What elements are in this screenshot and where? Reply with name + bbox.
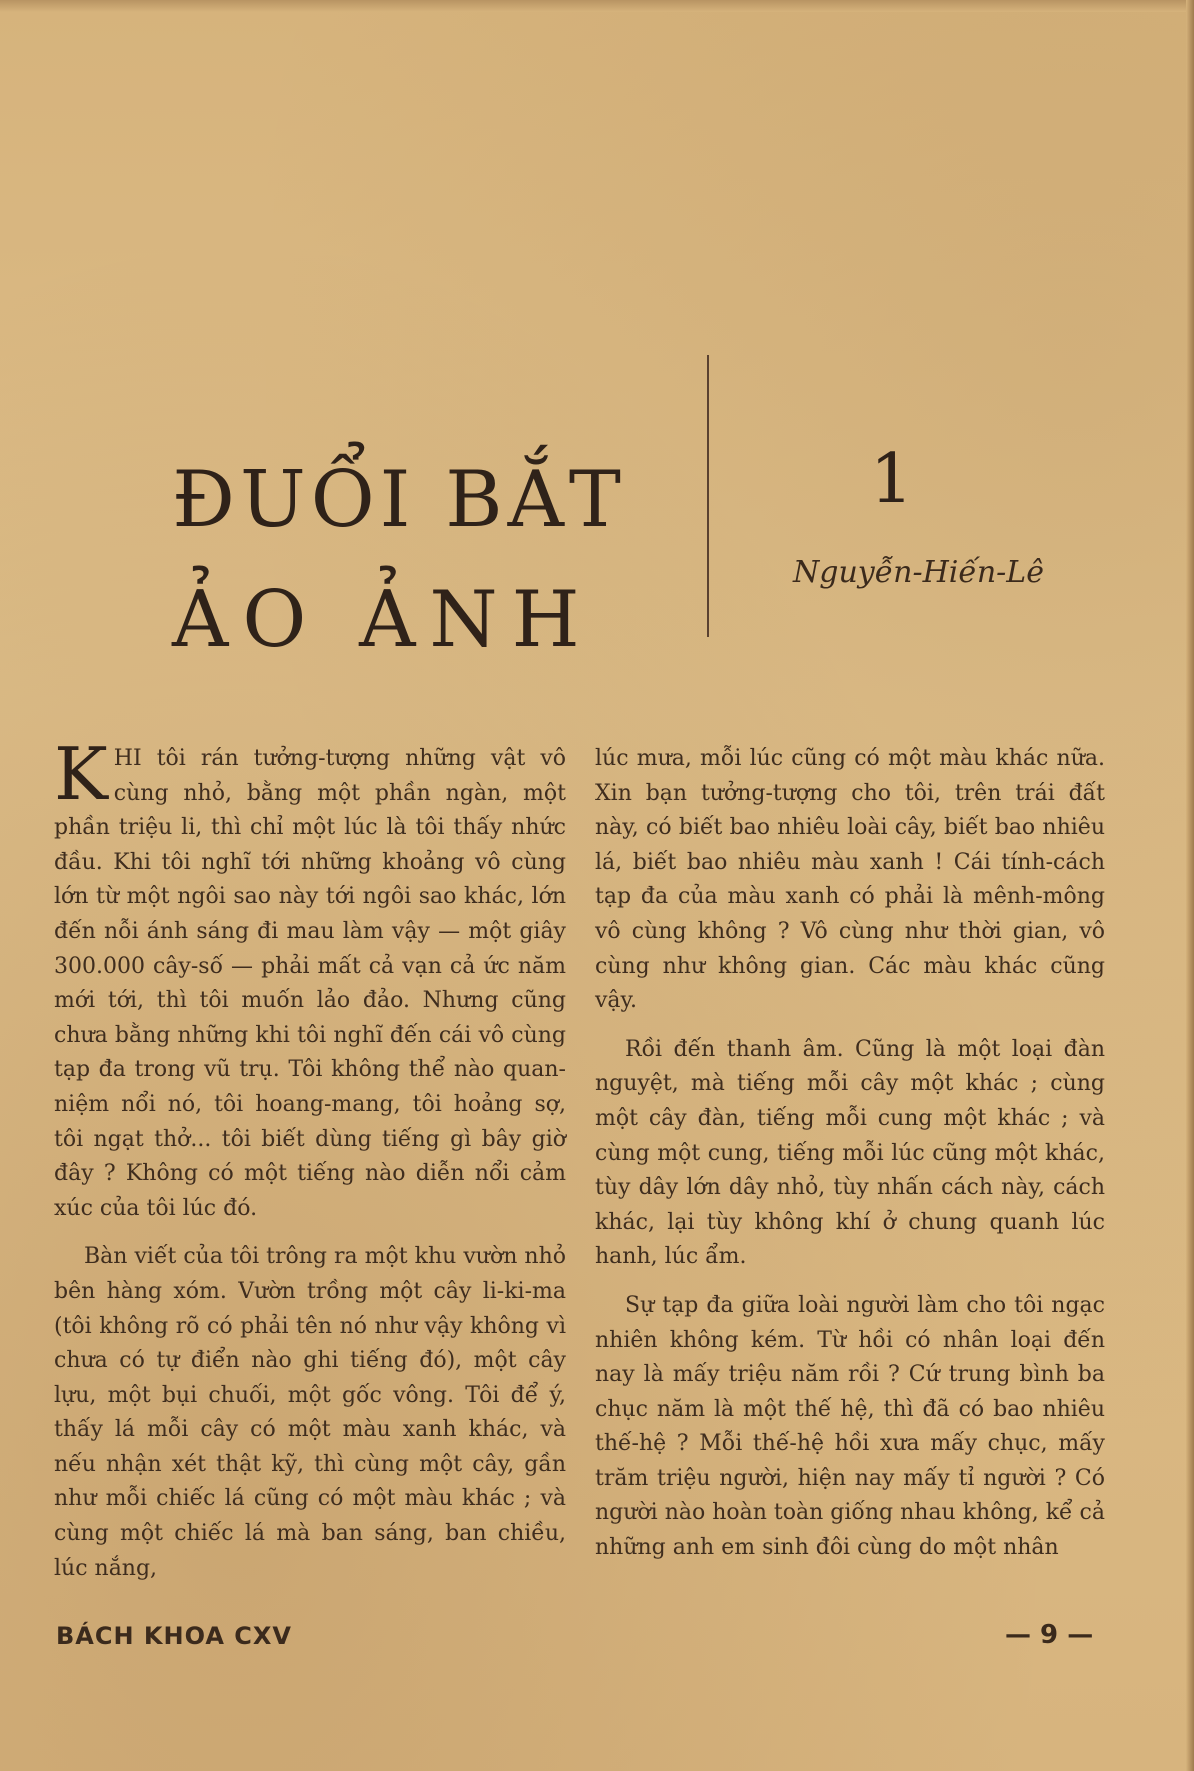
left-column: [54, 732, 566, 1586]
paragraph-3: lúc mưa, mỗi lúc cũng có một màu khác nữa. Xin bạn tưởng-tượng cho tôi, trên trái đất này, có biết bao nhiêu loài cây, biết bao nhiêu lá, biết bao nhiêu màu xanh ! Cái tính-cách tạp đa của màu xanh có phải là mênh-mông vô cùng không ? Vô cùng như thời gian, vô cùng như không gian. Các màu khác cũng vậy.: [595, 746, 1105, 1014]
title-line-1: ĐUỔI BẮT: [172, 455, 626, 545]
paragraph-4: Rồi đến thanh âm. Cũng là một loại đàn nguyệt, mà tiếng mỗi cây một khác ; cùng một cây đàn, tiếng mỗi cung một khác ; và cùng một cung, tiếng mỗi lúc cũng một khác, tùy dây lớn dây nhỏ, tùy nhấn cách này, cách khác, lại tùy không khí ở chung quanh lúc hanh, lúc ẩm.: [595, 1036, 1105, 1270]
paragraph-1: [54, 732, 566, 1226]
page-right-edge: [1186, 0, 1194, 1771]
page-number: — 9 —: [1005, 1620, 1094, 1650]
drop-cap: K: [54, 732, 108, 816]
paragraph-1-text: HI tôi rán tưởng-tượng những vật vô cùng nhỏ, bằng một phần ngàn, một phần triệu li, thì chỉ một lúc là tôi thấy nhức đầu. Khi tôi nghĩ tới những khoảng vô cùng lớn từ một ngôi sao này tới ngôi sao khác, lớn đến nỗi ánh sáng đi mau làm vậy — một giây 300.000 cây-số — phải mất cả vạn cả ức năm mới tới, thì tôi muốn lảo đảo. Nhưng cũng chưa bằng những khi tôi nghĩ đến cái vô cùng tạp đa trong vũ trụ. Tôi không thể nào quan-niệm nổi nó, tôi hoang-mang, tôi hoảng sợ, tôi ngạt thở... tôi biết dùng tiếng gì bây giờ đây ? Không có một tiếng nào diễn nổi cảm xúc của tôi lúc đó.: [54, 746, 566, 1221]
paragraph-2: Bàn viết của tôi trông ra một khu vườn nhỏ bên hàng xóm. Vườn trồng một cây li-ki-ma (tôi không rõ có phải tên nó như vậy không vì chưa có tự điển nào ghi tiếng đó), một cây lựu, một bụi chuối, một gốc vông. Tôi để ý, thấy lá mỗi cây có một màu xanh khác, và nếu nhận xét thật kỹ, thì cùng một cây, gần như mỗi chiếc lá cũng có một màu khác ; và cùng một chiếc lá mà ban sáng, ban chiều, lúc nắng,: [54, 1244, 566, 1581]
page-top-edge: [0, 0, 1194, 12]
publication-name: BÁCH KHOA CXV: [56, 1622, 292, 1650]
part-number: 1: [870, 440, 914, 519]
title-line-2: ẢO ẢNH: [172, 575, 594, 665]
author-signature: Nguyễn-Hiến-Lê: [793, 555, 1044, 590]
article-title: [172, 440, 632, 680]
paragraph-5: Sự tạp đa giữa loài người làm cho tôi ngạc nhiên không kém. Từ hồi có nhân loại đến nay là mấy triệu năm rồi ? Cứ trung bình ba chục năm là một thế hệ, thì đã có bao nhiêu thế-hệ ? Mỗi thế-hệ hồi xưa mấy chục, mấy trăm triệu người, hiện nay mấy tỉ người ? Có người nào hoàn toàn giống nhau không, kể cả những anh em sinh đôi cùng do một nhân: [595, 1292, 1105, 1561]
right-column: [595, 742, 1105, 1566]
title-divider: [707, 355, 709, 637]
